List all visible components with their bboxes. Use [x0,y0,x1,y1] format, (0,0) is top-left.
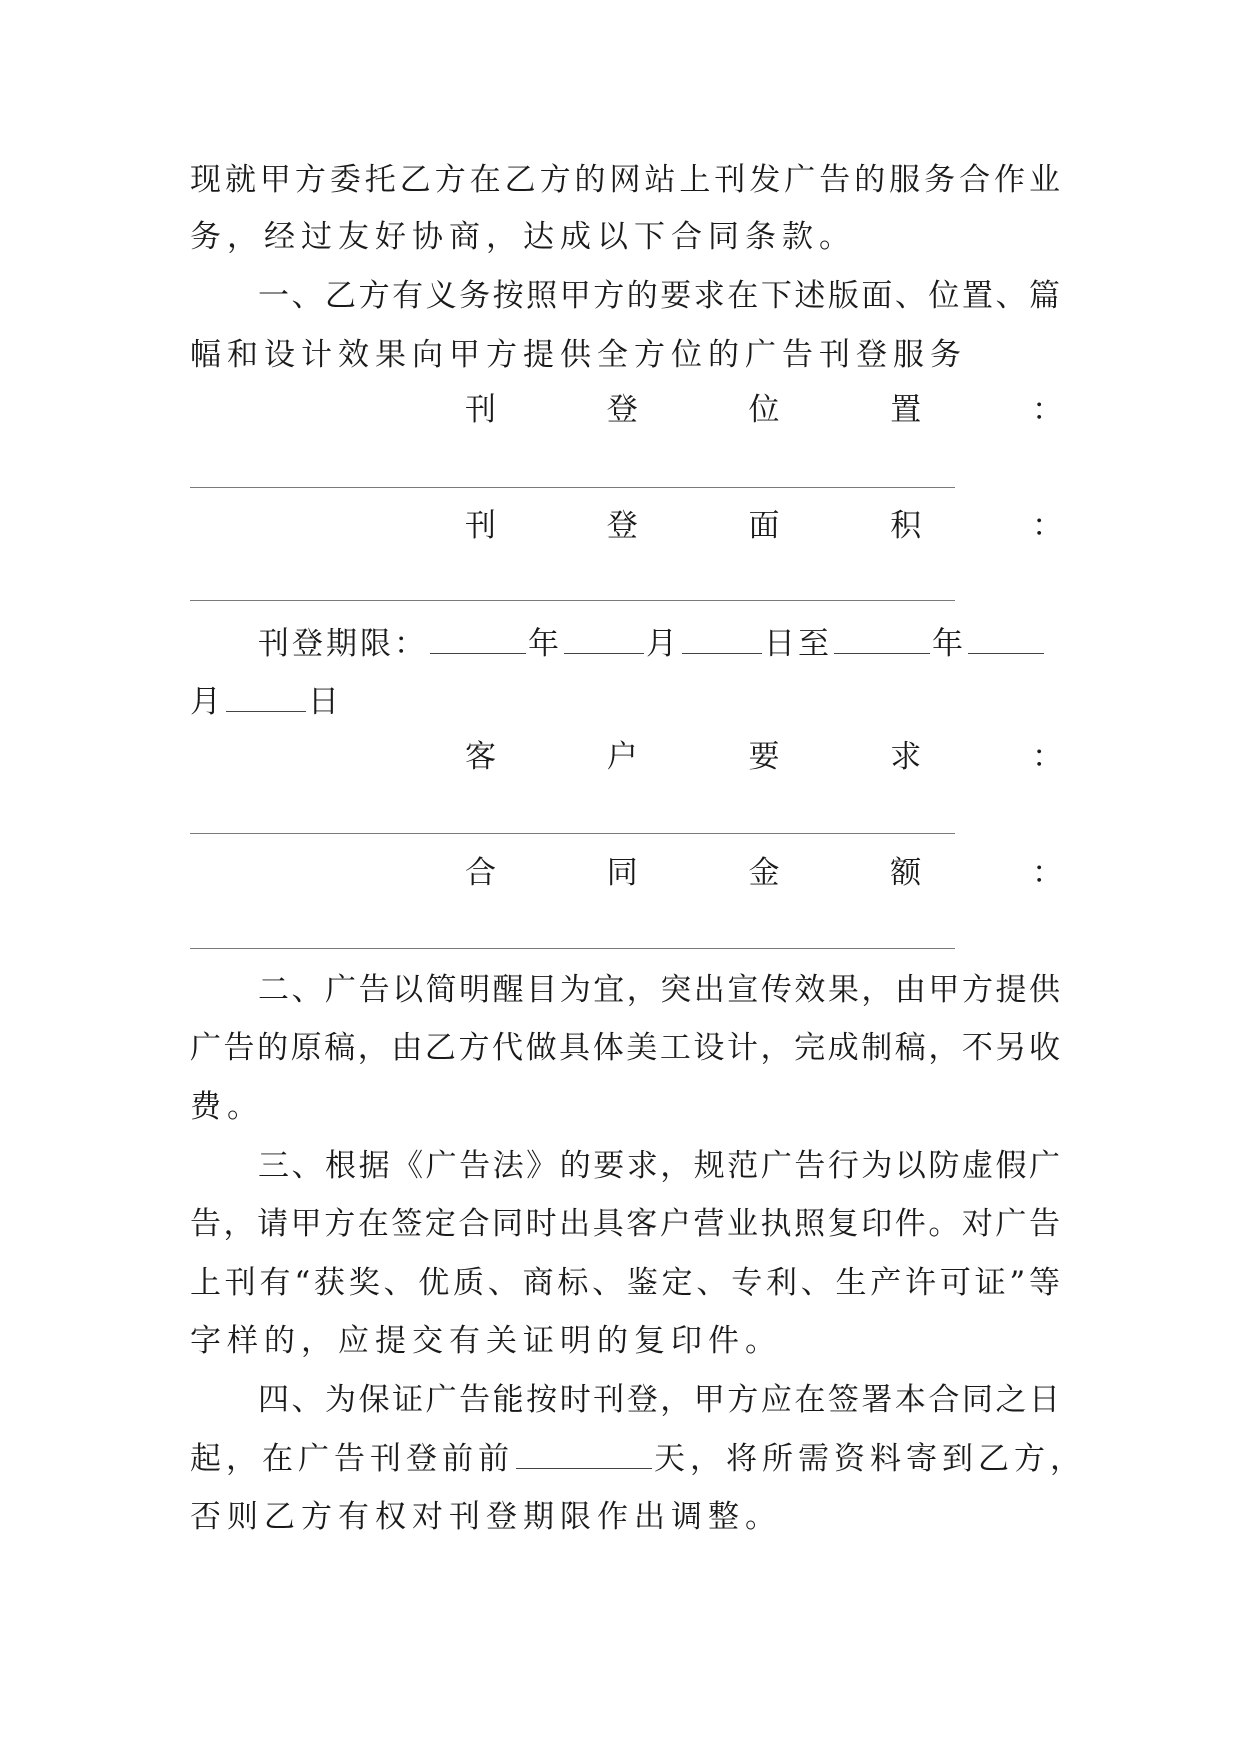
area-fill-line[interactable] [190,600,955,601]
period-end-month-blank-a[interactable] [968,627,1044,654]
period-start-year-blank[interactable] [430,627,526,654]
period-line-1: 刊登期限： 年 月 日至 年 [190,624,1046,664]
clause3-line-3: 上刊有“获奖、优质、商标、鉴定、专利、生产许可证”等 [190,1265,1060,1301]
amount-fill-line[interactable] [190,948,955,949]
clause4-line-1: 四、为保证广告能按时刊登，甲方应在签署本合同之日 [258,1382,1060,1418]
area-field-label: 刊 登 面 积 ： [465,508,1063,544]
clause4-line-3: 否则乙方有权对刊登期限作出调整。 [190,1499,782,1535]
period-line-2: 月 日 [190,684,342,720]
clause3-line-2: 告，请甲方在签定合同时出具客户营业执照复印件。对广告 [190,1206,1060,1242]
clause1-line-1: 一、乙方有义务按照甲方的要求在下述版面、位置、篇 [258,278,1060,314]
customer-field-label: 客 户 要 求 ： [465,739,1063,775]
clause2-line-2: 广告的原稿，由乙方代做具体美工设计，完成制稿，不另收 [190,1030,1060,1066]
amount-field-label: 合 同 金 额 ： [465,855,1063,891]
period-end-year-blank[interactable] [834,627,930,654]
clause3-line-1: 三、根据《广告法》的要求，规范广告行为以防虚假广 [258,1148,1060,1184]
position-fill-line[interactable] [190,487,955,488]
days-before-blank[interactable] [516,1442,652,1469]
clause1-line-2: 幅和设计效果向甲方提供全方位的广告刊登服务 [190,337,967,373]
period-label: 刊登期限： [258,626,428,662]
clause3-line-4: 字样的，应提交有关证明的复印件。 [190,1323,782,1359]
period-start-day-blank[interactable] [682,627,762,654]
clause2-line-1: 二、广告以简明醒目为宜，突出宣传效果，由甲方提供 [258,972,1060,1008]
period-start-month-blank[interactable] [564,627,644,654]
clause2-line-3: 费。 [190,1089,264,1125]
intro-line-2: 务，经过友好协商，达成以下合同条款。 [190,219,856,255]
intro-line-1: 现就甲方委托乙方在乙方的网站上刊发广告的服务合作业 [190,162,1060,198]
position-field-label: 刊 登 位 置 ： [465,392,1063,428]
customer-fill-line[interactable] [190,833,955,834]
period-end-day-blank[interactable] [226,685,306,712]
clause4-line-2: 起，在广告刊登前前 天，将所需资料寄到乙方， [190,1441,1086,1477]
